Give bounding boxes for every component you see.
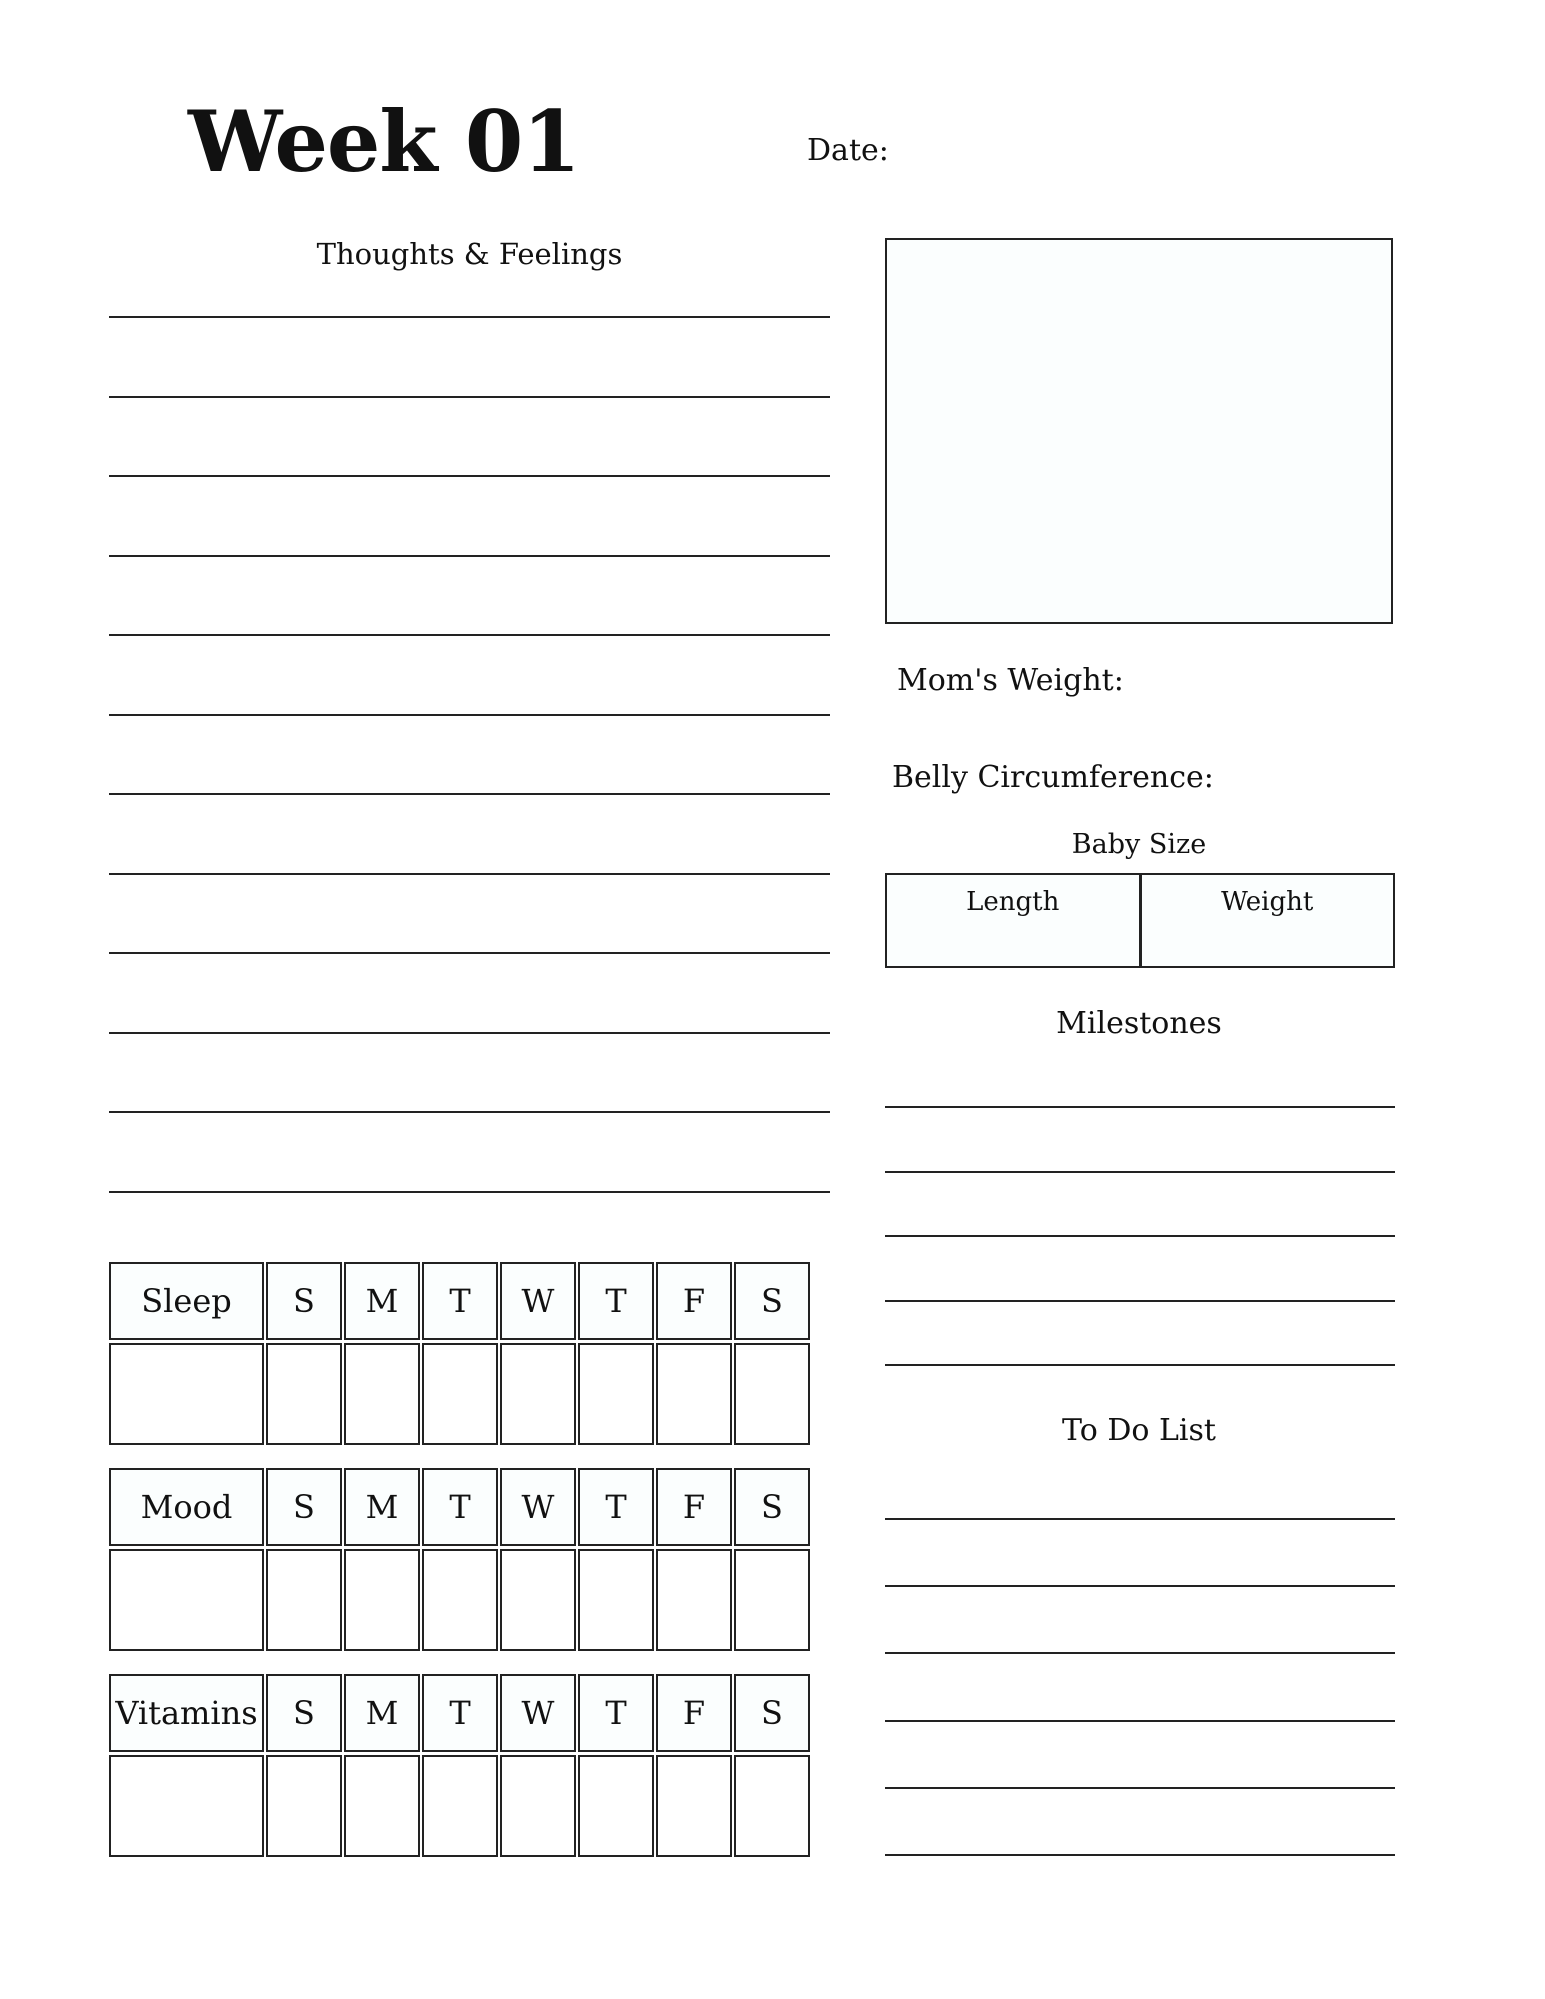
- thoughts-line[interactable]: [109, 634, 830, 636]
- day-header: T: [578, 1674, 654, 1752]
- tracker-cell[interactable]: [266, 1343, 342, 1445]
- tracker-name: Vitamins: [109, 1674, 264, 1752]
- tracker-cell[interactable]: [734, 1549, 810, 1651]
- photo-box[interactable]: [885, 238, 1393, 624]
- tracker-cell[interactable]: [656, 1343, 732, 1445]
- tracker-name: Sleep: [109, 1262, 264, 1340]
- tracker-cell[interactable]: [422, 1755, 498, 1857]
- day-header: S: [266, 1262, 342, 1340]
- milestone-line[interactable]: [885, 1364, 1395, 1366]
- tracker-cell[interactable]: [500, 1549, 576, 1651]
- date-label: Date:: [807, 133, 889, 168]
- tracker-cell[interactable]: [344, 1549, 420, 1651]
- tracker-cell[interactable]: [500, 1755, 576, 1857]
- baby-weight-cell[interactable]: Weight: [1139, 875, 1394, 966]
- day-header: T: [422, 1262, 498, 1340]
- baby-size-table: [885, 873, 1395, 968]
- day-header: T: [578, 1468, 654, 1546]
- todo-line[interactable]: [885, 1518, 1395, 1520]
- day-header: M: [344, 1674, 420, 1752]
- thoughts-line[interactable]: [109, 1111, 830, 1113]
- thoughts-line[interactable]: [109, 714, 830, 716]
- day-header: M: [344, 1468, 420, 1546]
- thoughts-line[interactable]: [109, 316, 830, 318]
- tracker-cell[interactable]: [109, 1549, 264, 1651]
- day-header: W: [500, 1468, 576, 1546]
- todo-line[interactable]: [885, 1720, 1395, 1722]
- todo-line[interactable]: [885, 1787, 1395, 1789]
- tracker-cell[interactable]: [656, 1755, 732, 1857]
- tracker-cell[interactable]: [578, 1755, 654, 1857]
- sleep-tracker: [107, 1259, 812, 1448]
- tracker-cell[interactable]: [422, 1343, 498, 1445]
- tracker-cell[interactable]: [656, 1549, 732, 1651]
- day-header: M: [344, 1262, 420, 1340]
- todo-list-label: To Do List: [1062, 1413, 1216, 1448]
- thoughts-line[interactable]: [109, 1032, 830, 1034]
- thoughts-line[interactable]: [109, 555, 830, 557]
- tracker-cell[interactable]: [266, 1755, 342, 1857]
- thoughts-feelings-label: Thoughts & Feelings: [316, 237, 623, 271]
- todo-line[interactable]: [885, 1652, 1395, 1654]
- thoughts-line[interactable]: [109, 793, 830, 795]
- day-header: T: [422, 1468, 498, 1546]
- tracker-cell[interactable]: [734, 1343, 810, 1445]
- milestone-line[interactable]: [885, 1300, 1395, 1302]
- day-header: S: [734, 1262, 810, 1340]
- milestone-line[interactable]: [885, 1235, 1395, 1237]
- milestone-line[interactable]: [885, 1106, 1395, 1108]
- day-header: F: [656, 1674, 732, 1752]
- baby-length-cell[interactable]: Length: [966, 887, 1060, 917]
- tracker-cell[interactable]: [422, 1549, 498, 1651]
- tracker-cell[interactable]: [578, 1549, 654, 1651]
- day-header: T: [422, 1674, 498, 1752]
- day-header: F: [656, 1468, 732, 1546]
- thoughts-line[interactable]: [109, 396, 830, 398]
- day-header: F: [656, 1262, 732, 1340]
- page-title: Week 01: [188, 92, 580, 191]
- moms-weight-label: Mom's Weight:: [897, 663, 1124, 698]
- milestones-label: Milestones: [1056, 1006, 1222, 1041]
- tracker-cell[interactable]: [578, 1343, 654, 1445]
- mood-tracker: [107, 1465, 812, 1654]
- day-header: S: [734, 1674, 810, 1752]
- day-header: T: [578, 1262, 654, 1340]
- thoughts-line[interactable]: [109, 475, 830, 477]
- todo-line[interactable]: [885, 1854, 1395, 1856]
- tracker-cell[interactable]: [109, 1343, 264, 1445]
- tracker-name: Mood: [109, 1468, 264, 1546]
- vitamins-tracker: [107, 1671, 812, 1860]
- baby-size-label: Baby Size: [1071, 829, 1207, 860]
- tracker-cell[interactable]: [344, 1343, 420, 1445]
- day-header: S: [734, 1468, 810, 1546]
- tracker-cell[interactable]: [109, 1755, 264, 1857]
- todo-line[interactable]: [885, 1585, 1395, 1587]
- thoughts-line[interactable]: [109, 873, 830, 875]
- thoughts-line[interactable]: [109, 952, 830, 954]
- belly-circumference-label: Belly Circumference:: [892, 760, 1214, 795]
- day-header: S: [266, 1674, 342, 1752]
- day-header: S: [266, 1468, 342, 1546]
- milestone-line[interactable]: [885, 1171, 1395, 1173]
- day-header: W: [500, 1674, 576, 1752]
- thoughts-line[interactable]: [109, 1191, 830, 1193]
- tracker-cell[interactable]: [500, 1343, 576, 1445]
- tracker-cell[interactable]: [344, 1755, 420, 1857]
- tracker-cell[interactable]: [734, 1755, 810, 1857]
- day-header: W: [500, 1262, 576, 1340]
- tracker-cell[interactable]: [266, 1549, 342, 1651]
